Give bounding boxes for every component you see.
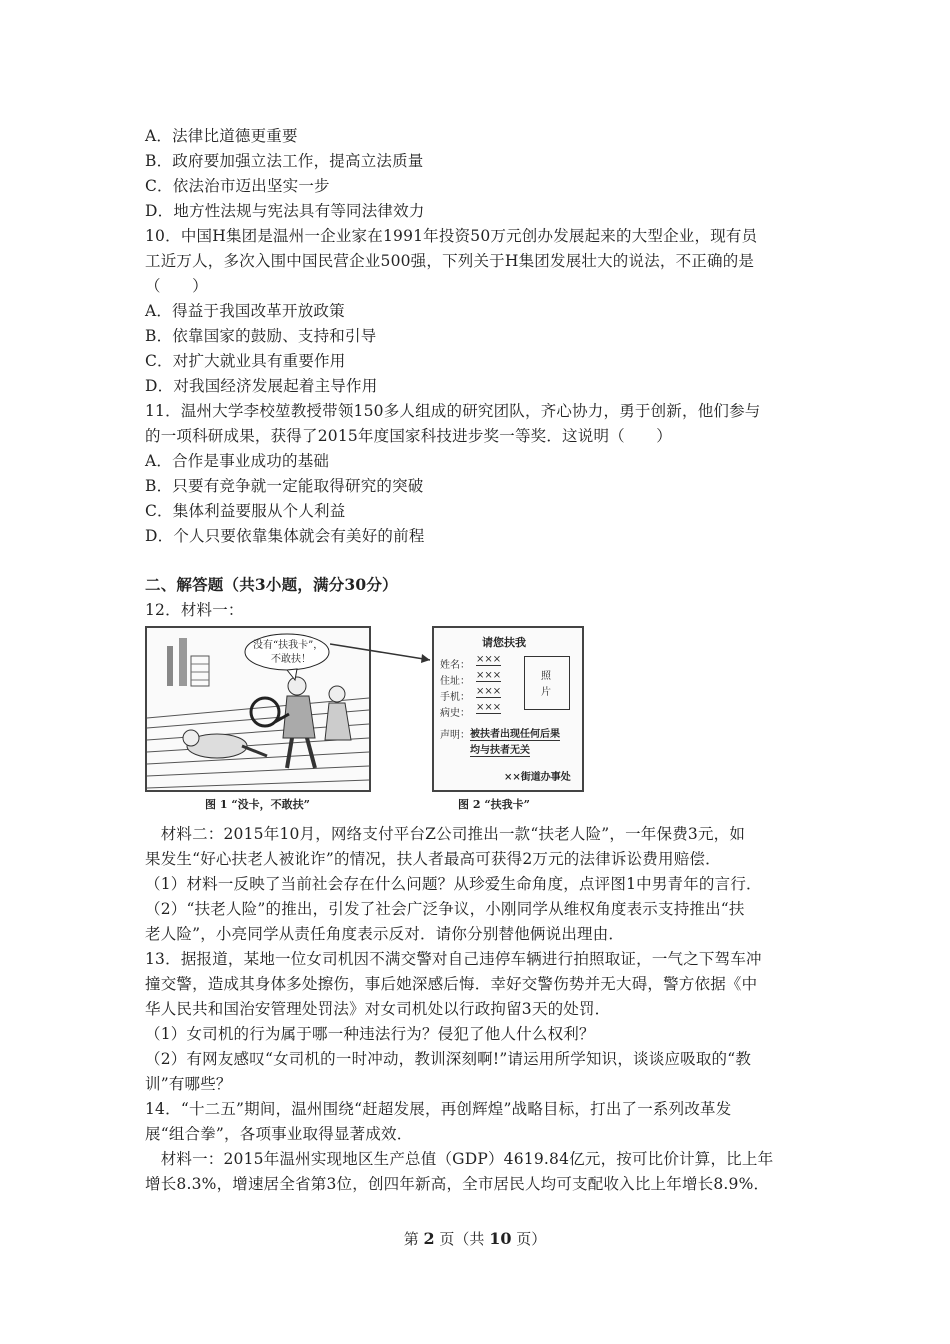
card-field-phone-value: ××× xyxy=(476,686,502,697)
card-title: 请您扶我 xyxy=(482,636,526,649)
page-footer xyxy=(0,1228,950,1249)
q11-stem-line1: 11．温州大学李校堃教授带领150多人组成的研究团队，齐心协力，勇于创新，他们参与 xyxy=(145,402,761,420)
q11-stem-line2: 的一项科研成果，获得了2015年度国家科技进步奖一等奖．这说明（ ） xyxy=(145,427,672,445)
q13-line3: 华人民共和国治安管理处罚法》对女司机处以行政拘留3天的处罚． xyxy=(145,1000,611,1018)
q11-option-c: C．集体利益要服从个人利益 xyxy=(145,502,346,520)
q10-option-c: C．对扩大就业具有重要作用 xyxy=(145,352,346,370)
q11-option-d: D．个人只要依靠集体就会有美好的前程 xyxy=(145,527,425,545)
q9-option-d: D．地方性法规与宪法具有等同法律效力 xyxy=(145,202,425,220)
q12-subquestion2-line1: （2）“扶老人险”的推出，引发了社会广泛争议，小刚同学从维权角度表示支持推出“扶 xyxy=(145,900,745,918)
q10-option-b: B．依靠国家的鼓励、支持和引导 xyxy=(145,327,377,345)
q10-stem-line1: 10．中国H集团是温州一企业家在1991年投资50万元创办发展起来的大型企业，现有员 xyxy=(145,227,758,245)
figure2-help-card xyxy=(432,626,592,816)
footer-middle: 页（共 xyxy=(434,1230,490,1248)
q13-line2: 撞交警，造成其身体多处擦伤，事后她深感后悔．幸好交警伤势并无大碍，警方依据《中 xyxy=(145,975,758,993)
card-field-name-label: 姓名： xyxy=(440,660,470,671)
q13-line1: 13．据报道，某地一位女司机因不满交警对自己违停车辆进行拍照取证，一气之下驾车冲 xyxy=(145,950,762,968)
card-field-address-value: ××× xyxy=(476,670,502,681)
q11-option-b: B．只要有竞争就一定能取得研究的突破 xyxy=(145,477,424,495)
q13-subquestion2-line1: （2）有网友感叹“女司机的一时冲动，教训深刻啊!”请运用所学知识，谈谈应吸取的“教 xyxy=(145,1050,752,1068)
bubble-text-line1: 没有“扶我卡”， xyxy=(253,640,324,651)
card-statement-line2: 均与扶者无关 xyxy=(470,741,530,757)
q14-material1-line2: 增长8.3%，增速居全省第3位，创四年新高，全市居民人均可支配收入比上年增长8.9%． xyxy=(145,1175,770,1193)
footer-suffix: 页） xyxy=(511,1230,547,1248)
card-photo-label-1: 照 xyxy=(541,671,551,682)
q12-subquestion1: （1）材料一反映了当前社会存在什么问题？从珍爱生命角度，点评图1中男青年的言行． xyxy=(145,875,762,893)
q9-option-c: C．依法治市迈出坚实一步 xyxy=(145,177,330,195)
q14-line2: 展“组合拳”，各项事业取得显著成效． xyxy=(145,1125,413,1143)
q13-subquestion2-line2: 训”有哪些？ xyxy=(145,1075,232,1093)
card-statement-label: 声明： xyxy=(440,730,470,741)
footer-total-pages: 10 xyxy=(489,1229,512,1248)
q9-option-b: B．政府要加强立法工作，提高立法质量 xyxy=(145,152,424,170)
footer-page-number: 2 xyxy=(423,1229,435,1248)
q13-subquestion1: （1）女司机的行为属于哪一种违法行为？侵犯了他人什么权利？ xyxy=(145,1025,595,1043)
q10-option-d: D．对我国经济发展起着主导作用 xyxy=(145,377,378,395)
q12-material2-line1: 材料二：2015年10月，网络支付平台Z公司推出一款“扶老人险”，一年保费3元，如 xyxy=(145,825,746,843)
q9-option-a: A．法律比道德更重要 xyxy=(145,127,298,145)
q12-subquestion2-line2: 老人险”，小亮同学从责任角度表示反对．请你分别替他俩说出理由． xyxy=(145,925,625,943)
card-statement-line1: 被扶者出现任何后果 xyxy=(470,725,560,741)
figure-arrow xyxy=(330,640,440,670)
card-photo-box xyxy=(524,656,570,710)
q12-material2-line2: 果发生“好心扶老人被讹诈”的情况，扶人者最高可获得2万元的法律诉讼费用赔偿． xyxy=(145,850,721,868)
q14-line1: 14．“十二五”期间，温州围绕“赶超发展，再创辉煌”战略目标，打出了一系列改革发 xyxy=(145,1100,732,1118)
section2-title: 二、解答题（共3小题，满分30分） xyxy=(145,575,398,594)
q12-material1-label: 12．材料一： xyxy=(145,601,244,619)
bubble-text-line2: 不敢扶！ xyxy=(271,654,311,665)
card-field-history-value: ××× xyxy=(476,702,502,713)
figure2-caption: 图 2 “扶我卡” xyxy=(458,798,530,811)
q11-option-a: A．合作是事业成功的基础 xyxy=(145,452,330,470)
figure1-caption: 图 1 “没卡，不敢扶” xyxy=(205,798,310,811)
footer-prefix: 第 xyxy=(403,1230,424,1248)
card-field-history-label: 病史： xyxy=(440,708,470,719)
card-frame xyxy=(432,626,584,792)
q10-answer-bracket: （ ） xyxy=(145,277,208,295)
card-field-address-label: 住址： xyxy=(440,676,470,687)
card-field-name-value: ××× xyxy=(476,654,502,665)
card-issuer: ××街道办事处 xyxy=(504,772,571,783)
q10-option-a: A．得益于我国改革开放政策 xyxy=(145,302,345,320)
card-photo-label-2: 片 xyxy=(541,687,551,698)
q14-material1-line1: 材料一：2015年温州实现地区生产总值（GDP）4619.84亿元，按可比价计算，比上年 xyxy=(145,1150,774,1168)
q10-stem-line2: 工近万人，多次入围中国民营企业500强，下列关于H集团发展壮大的说法，不正确的是 xyxy=(145,252,755,270)
card-field-phone-label: 手机： xyxy=(440,692,470,703)
